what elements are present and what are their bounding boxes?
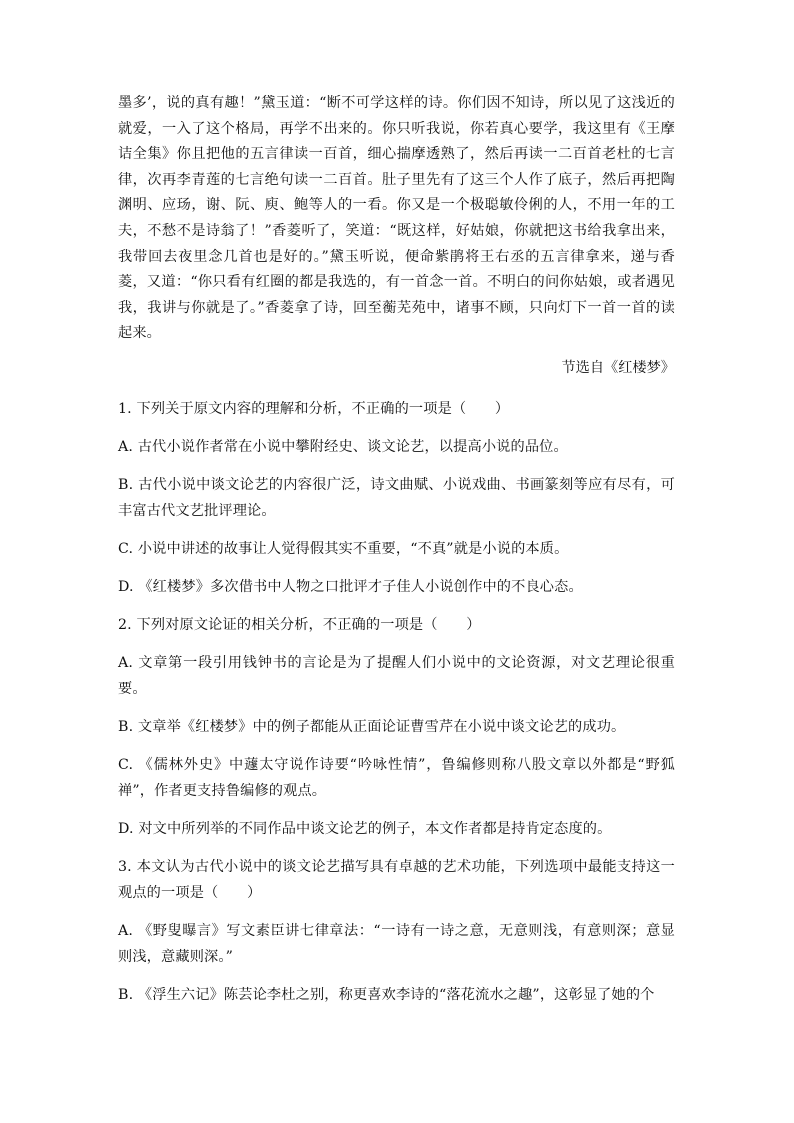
document-page [118,91,675,1008]
question-1-stem: 1. 下列关于原文内容的理解和分析，不正确的一项是（ ） [118,400,510,417]
question-1-option-b: B. 古代小说中谈文论艺的内容很广泛，诗文曲赋、小说戏曲、书画篆刻等应有尽有，可丰富古代文艺批评理论。 [118,476,675,519]
question-3-option-b: B. 《浮生六记》陈芸论李杜之别，称更喜欢李诗的“落花流水之趣”，这彰显了她的个 [118,986,655,1003]
question-2-option-b: B. 文章举《红楼梦》中的例子都能从正面论证曹雪芹在小说中谈文论艺的成功。 [118,719,626,736]
question-2-stem: 2. 下列对原文论证的相关分析，不正确的一项是（ ） [118,617,481,634]
question-2-option-c: C. 《儒林外史》中蘧太守说作诗要“吟咏性情”，鲁编修则称八股文章以外都是“野狐禅”，作者更支持鲁编修的观点。 [118,757,675,799]
passage-source: 节选自《红楼梦》 [561,359,675,376]
question-2-option-d: D. 对文中所列举的不同作品中谈文论艺的例子，本文作者都是持肯定态度的。 [118,821,612,837]
passage-paragraph: 墨多’，说的真有趣！”黛玉道：“断不可学这样的诗。你们因不知诗，所以见了这浅近的就爱，一入了这个格局，再学不出来的。你只听我说，你若真心要学，我这里有《王摩诘全集》你且把他的五言律读一百首，细心揣摩透熟了，然后再读一二百首老杜的七言律，次再李青莲的七言绝句读一二百首。肚子里先有了这三个人作了底子，然后再把陶渊明、应玚，谢、阮、庾、鲍等人的一看。你又是一个极聪敏伶俐的人，不用一年的工夫，不愁不是诗翁了！”香菱听了，笑道：“既这样，好姑娘，你就把这书给我拿出来，我带回去夜里念几首也是好的。”黛玉听说，便命紫鹃将王右丞的五言律拿来，递与香菱，又道：“你只看有红圈的都是我选的，有一首念一首。不明白的问你姑娘，或者遇见我，我讲与你就是了。”香菱拿了诗，回至蘅芜苑中，诸事不顾，只向灯下一首一首的读起来。 [118,95,675,342]
question-1-option-c: C. 小说中讲述的故事让人觉得假其实不重要，“不真”就是小说的本质。 [118,540,569,557]
question-1-option-a: A. 古代小说作者常在小说中攀附经史、谈文论艺，以提高小说的品位。 [118,438,568,455]
question-3-option-a: A. 《野叟曝言》写文素臣讲七律章法：“一诗有一诗之意，无意则浅，有意则深；意显则浅，意藏则深。” [118,922,675,965]
question-2-option-a: A. 文章第一段引用钱钟书的言论是为了提醒人们小说中的文论资源，对文艺理论很重要。 [118,655,675,697]
question-1-option-d: D. 《红楼梦》多次借书中人物之口批评才子佳人小说创作中的不良心态。 [118,578,583,595]
question-3-stem: 3. 本文认为古代小说中的谈文论艺描写具有卓越的艺术功能，下列选项中最能支持这一观点的一项是（ ） [118,859,675,901]
